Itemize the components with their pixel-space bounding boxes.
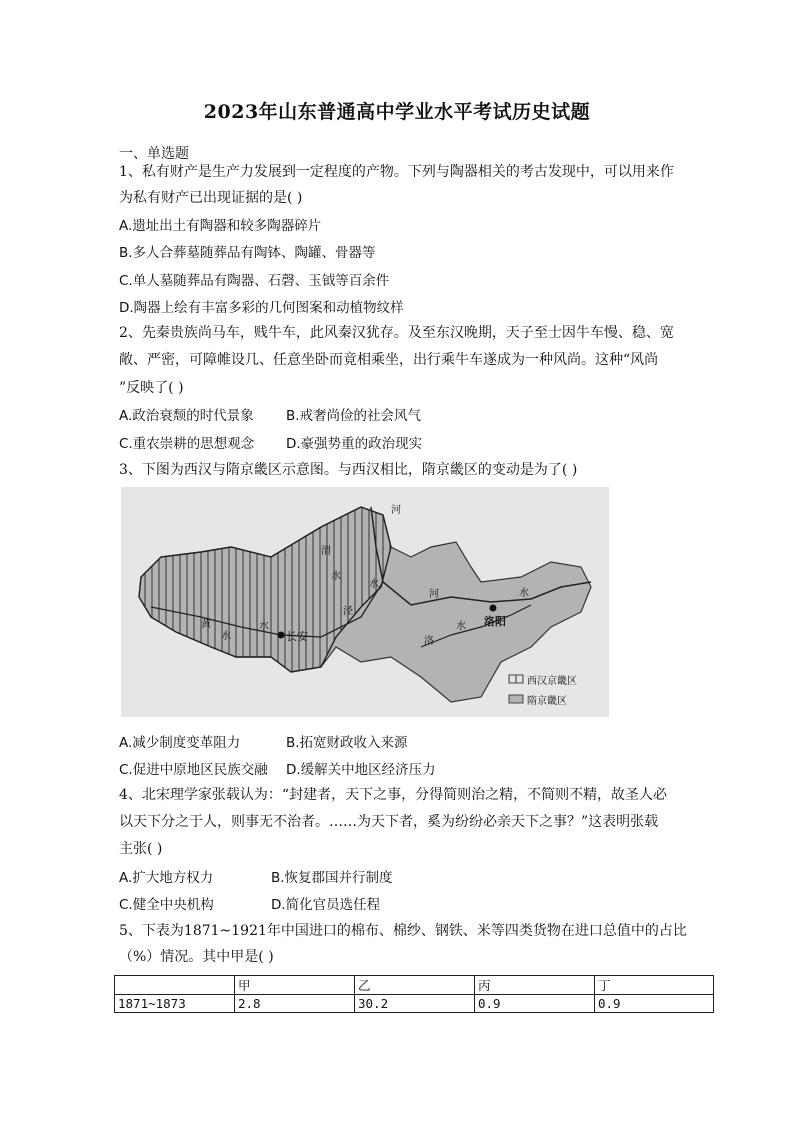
city-label-luoyang: 洛阳 bbox=[484, 615, 506, 628]
legend-xihan-label: 西汉京畿区 bbox=[527, 676, 577, 687]
legend-sui-swatch bbox=[509, 695, 523, 703]
city-label-changan: 长安 bbox=[286, 630, 308, 643]
table-header-cell: 乙 bbox=[355, 976, 475, 995]
question-5-text-line-2: （%）情况。其中甲是( ) bbox=[119, 949, 274, 965]
river-label-shui: 水 bbox=[369, 579, 379, 590]
table-cell: 30.2 bbox=[355, 995, 475, 1013]
question-4-text-line-2: 以天下分之于人，则事无不治者。……为天下者，奚为纷纷必亲天下之事？”这表明张载 bbox=[119, 814, 659, 830]
river-label-shui-3: 水 bbox=[519, 588, 529, 599]
river-label-luo: 洛 bbox=[424, 636, 434, 647]
question-2-text-line-1: 2、先秦贵族尚马车，贱牛车，此风秦汉犹存。及至东汉晚期，天子至士因牛车慢、稳、宽 bbox=[119, 325, 674, 341]
table-header-row bbox=[115, 976, 714, 995]
table-header-cell: 丙 bbox=[475, 976, 595, 995]
question-1-option-c: C.单人墓随葬品有陶器、石磬、玉钺等百余件 bbox=[119, 273, 390, 289]
river-label-shui-2: 水 bbox=[456, 621, 466, 632]
river-label-he: 河 bbox=[391, 505, 401, 516]
table-cell: 0.9 bbox=[475, 995, 595, 1013]
table-header-cell: 甲 bbox=[235, 976, 355, 995]
question-2-text-line-2: 敞、严密，可障帷设几、任意坐卧而竟相乘坐，出行乘牛车遂成为一种风尚。这种“风尚 bbox=[119, 352, 659, 368]
question-1-option-a: A.遗址出土有陶器和较多陶器碎片 bbox=[119, 218, 322, 234]
table-row bbox=[115, 995, 714, 1013]
question-2-option-b: B.戒奢尚俭的社会风气 bbox=[286, 408, 422, 424]
legend-sui-label: 隋京畿区 bbox=[527, 696, 567, 707]
question-2-option-a: A.政治衰颓的时代景象 bbox=[119, 408, 254, 424]
question-4-text-line-1: 4、北宋理学家张载认为：“封建者，天下之事，分得简则治之精，不简则不精，故圣人必 bbox=[119, 787, 668, 803]
river-label-wei-1: 渭 bbox=[321, 546, 331, 557]
section-heading: 一、单选题 bbox=[119, 146, 189, 162]
question-3-option-d: D.缓解关中地区经济压力 bbox=[286, 762, 436, 778]
question-4-option-a: A.扩大地方权力 bbox=[119, 870, 214, 886]
question-3-option-c: C.促进中原地区民族交融 bbox=[119, 762, 268, 778]
import-share-table bbox=[114, 975, 714, 1013]
river-label-shui-4: 水 bbox=[259, 621, 269, 632]
question-4-text-line-3: 主张( ) bbox=[119, 841, 163, 857]
question-3-option-b: B.拓宽财政收入来源 bbox=[286, 735, 408, 751]
question-1-option-d: D.陶器上绘有丰富多彩的几何图案和动植物纹样 bbox=[119, 300, 404, 316]
question-2-option-d: D.豪强势重的政治现实 bbox=[286, 436, 423, 452]
question-5-text-line-1: 5、下表为1871~1921年中国进口的棉布、棉纱、钢铁、米等四类货物在进口总值中的占比 bbox=[119, 923, 687, 939]
question-4-option-c: C.健全中央机构 bbox=[119, 897, 214, 913]
changan-dot bbox=[278, 632, 285, 639]
question-3-option-a: A.减少制度变革阻力 bbox=[119, 735, 241, 751]
table-cell: 2.8 bbox=[235, 995, 355, 1013]
question-1-text-line-2: 为私有财产已出现证据的是( ) bbox=[119, 190, 303, 206]
river-label-wei-2: 水 bbox=[331, 571, 341, 582]
question-3-text-line-1: 3、下图为西汉与隋京畿区示意图。与西汉相比，隋京畿区的变动是为了( ) bbox=[119, 462, 578, 478]
river-label-han-1: 黄 bbox=[201, 619, 211, 630]
table-header-cell: 丁 bbox=[595, 976, 714, 995]
table-header-cell bbox=[115, 976, 235, 995]
question-4-option-d: D.简化官员选任程 bbox=[271, 897, 381, 913]
page-title: 2023年山东普通高中学业水平考试历史试题 bbox=[203, 101, 591, 123]
luoyang-dot bbox=[490, 605, 497, 612]
question-2-text-line-3: ”反映了( ) bbox=[119, 380, 184, 396]
question-1-option-b: B.多人合葬墓随葬品有陶钵、陶罐、骨器等 bbox=[119, 245, 376, 261]
river-label-jing: 泾 bbox=[343, 606, 353, 617]
question-4-option-b: B.恢复郡国并行制度 bbox=[271, 870, 393, 886]
capital-region-map bbox=[121, 487, 609, 717]
question-1-text-line-1: 1、私有财产是生产力发展到一定程度的产物。下列与陶器相关的考古发现中，可以用来作 bbox=[119, 164, 674, 180]
table-cell: 1871~1873 bbox=[115, 995, 235, 1013]
river-label-he-2: 河 bbox=[429, 589, 439, 600]
question-2-option-c: C.重农崇耕的思想观念 bbox=[119, 436, 255, 452]
table-cell: 0.9 bbox=[595, 995, 714, 1013]
river-label-han-2: 水 bbox=[221, 631, 231, 642]
legend-xihan-swatch bbox=[509, 675, 523, 683]
